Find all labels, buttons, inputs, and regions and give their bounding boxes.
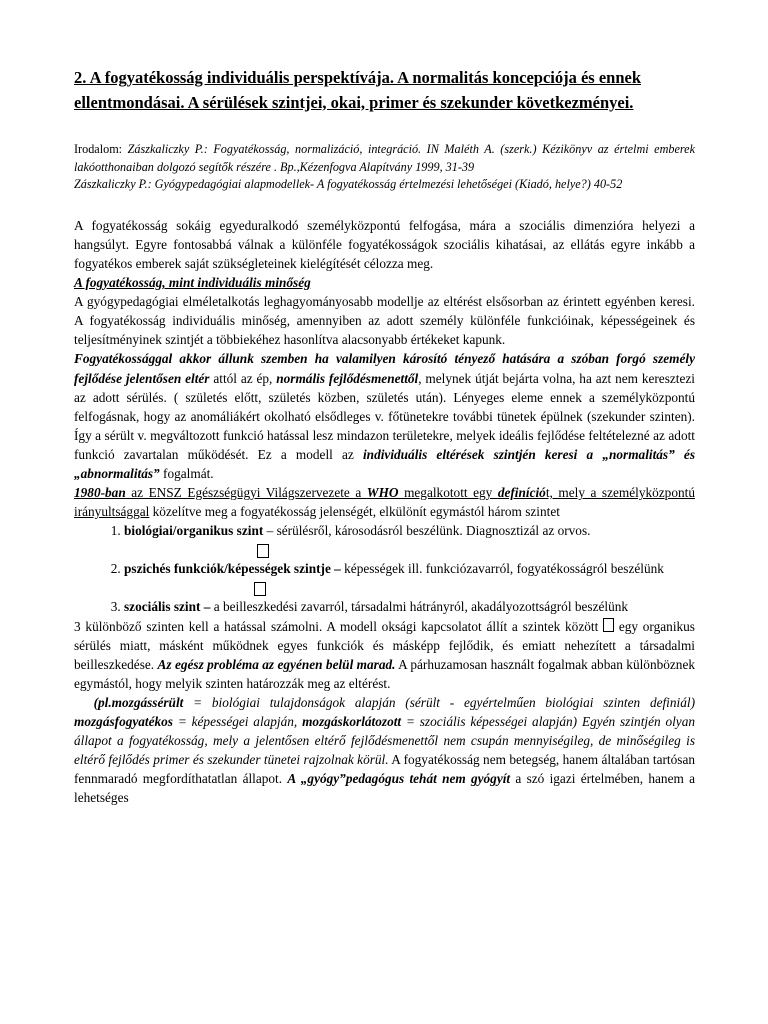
levels-list-2 (74, 559, 695, 578)
level-text-2: képességek ill. funkciózavarról, fogyatékosságról beszélünk (340, 561, 664, 577)
para3-who: WHO (366, 485, 399, 501)
arrow-down-icon (74, 540, 695, 559)
paragraph-5 (74, 693, 695, 808)
para2-text-3: fogalmát. (159, 466, 214, 481)
literature-label: Irodalom: (74, 142, 123, 156)
level-item-2 (124, 559, 695, 578)
para3-text-2: megalkotott egy (398, 485, 498, 501)
para4-bold: Az egész probléma az egyénen belül marad. (157, 656, 396, 672)
para4-text-1: 3 különböző szinten kell a hatással számolni. A modell oksági kapcsolatot állít a szintek között (74, 618, 604, 634)
para5-bold-1: (pl.mozgássérült (93, 694, 184, 710)
section-heading (74, 273, 695, 292)
level-label-3: szociális szint – (124, 599, 211, 615)
levels-list (74, 521, 695, 540)
document-title: 2. A fogyatékosság individuális perspektívája. A normalitás koncepciója és ennek ellentmondásai. A sérülések szintjei, okai, primer és szekunder következményei. (74, 68, 642, 112)
para5-italic-2: = képességei alapján, (172, 714, 303, 730)
levels-list-3 (74, 597, 695, 616)
para5-bold-4: A „gyógy”pedagógus tehát nem gyógyít (287, 771, 511, 787)
paragraph-2 (74, 349, 695, 483)
level-label-1: biológiai/organikus szint (124, 523, 264, 539)
intro-paragraph: A fogyatékosság sokáig egyeduralkodó személyközpontú felfogása, mára a szociális dimenzióra helyezi a hangsúlyt. Egyre fontosabbá válnak a különféle fogyatékosságok szociális kihatásai, az ellátás egyre inkább a fogyatékos emberek saját szükségleteinek kielégítését célozza meg. (74, 217, 695, 271)
para5-italic-1: = biológiai tulajdonságok alapján (sérült - egyértelműen biológiai szinten definiál) (183, 694, 695, 710)
para2-bold-1: Fogyatékossággal akkor állunk szemben ha valamilyen károsító tényező hatására a szóban forgó személy fejlődése jelentősen eltér (74, 351, 695, 386)
para5-text-2: a szó igazi értelmében, hanem a lehetséges (74, 771, 695, 806)
level-text-3: a beilleszkedési zavarról, társadalmi hátrányról, akadályozottságról beszélünk (210, 599, 629, 615)
paragraph-3 (74, 483, 695, 521)
para5-text-1: A fogyatékosság nem betegség, hanem általában tartósan fennmaradó megfordíthatatlan állapot. (74, 752, 696, 787)
literature-ref-1: Zászkaliczky P.: Fogyatékosság, normalizáció, integráció. IN Maléth A. (szerk.) Kézikönyv az értelmi emberek lakóotthonaiban dolgozó segítők részére . Bp.,Kézenfogva Alapítvány 1999, 31-39 (74, 142, 696, 174)
para5-bold-3: mozgáskorlátozott (302, 714, 402, 730)
paragraph-4 (74, 617, 695, 693)
para2-bold-2: normális fejlődésmenettől (276, 370, 419, 386)
para3-text-3: t, mely a személyközpontú irányultsággal (74, 485, 695, 520)
level-item-3 (124, 597, 695, 616)
para3-year: 1980-ban (74, 485, 126, 501)
para2-bold-3: individuális eltérések szintjén keresi a „normalitás” és „abnormalitás” (74, 446, 695, 481)
para2-text-1: attól az ép, (209, 370, 277, 386)
para3-definition: definíció (497, 485, 546, 501)
paragraph-1: A gyógypedagógiai elméletalkotás leghagyományosabb modellje az eltérést elsősorban az érintett egyénben keresi. A fogyatékosság individuális minőség, amennyiben az adott személy különféle funkcióinak, képességeinek és teljesítményinek szintjét a többiekéhez hasonlítva alacsonyabb értékeket kapunk. (74, 294, 695, 348)
para3-text-1: az ENSZ Egészségügyi Világszervezete a (125, 485, 367, 501)
para5-italic-3: = szociális képességei alapján) Egyén szintjén olyan állapot a fogyatékosság, mely a jelentősen eltérő fejlődésmenettől nem csupán mennyiségileg, de minőségileg is eltérő fejlődés primer és szekunder tünetei rajzolnak körül. (74, 714, 696, 768)
arrow-right-icon (603, 618, 614, 632)
literature-block (74, 141, 695, 194)
level-item-1 (124, 521, 695, 540)
literature-ref-2: Zászkaliczky P.: Gyógypedagógiai alapmodellek- A fogyatékosság értelmezési lehetőségei (Kiadó, helye?) 40-52 (74, 177, 623, 192)
para4-text-3: A párhuzamosan használt fogalmak abban különböznek egymástól, hogy melyik szinten határozzák meg az eltérést. (74, 656, 695, 691)
para4-text-2: egy organikus sérülés miatt, másként működnek egyes funkciók és másképp fejlődik, és emiatt nehezített a társadalmi beilleszkedése. (74, 618, 695, 672)
para2-text-2: , melynek útját bejárta volna, ha azt nem keresztezi az adott sérülés. ( születés előtt, születés közben, születés után). Lényeges eleme ennek a személyközpontú felfogásnak, hogy az anomáliákért okolható elsődleges v. főtünetekre további tünetek épülnek (szekunder szinten). Így a sérült v. megváltozott funkció hatással lesz mindazon területekre, melyek ideális fejlődése feltételezné az adott funkció zavartalan működését. Ez a modell az (74, 370, 695, 462)
arrow-down-icon (74, 578, 695, 597)
level-text-1: – sérülésről, károsodásról beszélünk. Diagnosztizál az orvos. (263, 523, 591, 539)
para5-bold-2: mozgásfogyatékos (74, 714, 173, 730)
para3-text-4: közelítve meg a fogyatékosság jelenségét, elkülönít egymástól három szintet (149, 504, 560, 520)
level-label-2: pszichés funkciók/képességek szintje – (124, 561, 341, 577)
section-title: A fogyatékosság, mint individuális minőség (74, 275, 311, 291)
document-page (74, 66, 695, 808)
